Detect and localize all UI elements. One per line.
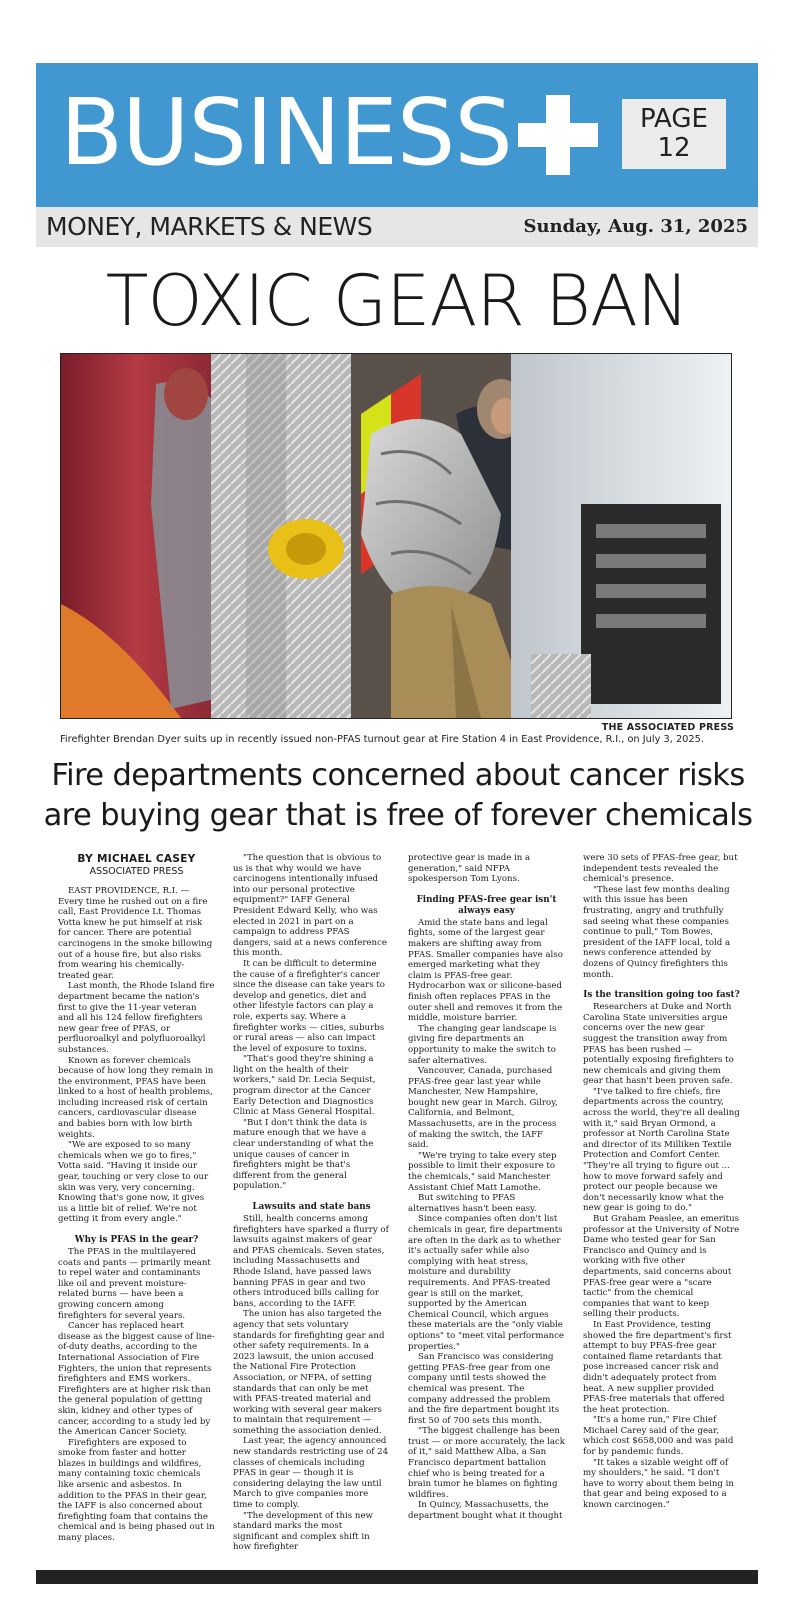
article-paragraph: It can be difficult to determine the cause of a firefighter's cancer since the disease can take years to develop and genetics, diet and other lifestyle factors can play a role, experts say. Where a firefighter works — cities, suburbs or rural areas — also can impact the level of exposure to toxins. — [233, 958, 385, 1054]
section-subbar — [36, 207, 758, 247]
footer-rule — [36, 1570, 758, 1584]
article-subhead: Is the transition going too fast? — [583, 990, 740, 1001]
article-paragraph: Amid the state bans and legal fights, some of the largest gear makers are shifting away from PFAS. Smaller companies have also emerged marketing what they claim is PFAS-free gear. Hydrocarbon wax or silicone-based finish often replaces PFAS in the outer shell and removes it from the middle, moisture barrier. — [408, 917, 563, 1024]
article-paragraph: EAST PROVIDENCE, R.I. — Every time he rushed out on a fire call, East Providence Lt. Thomas Votta knew he put himself at risk for cancer. There are potential carcinogens in the smoke billowing out of a house fire, but also risks from wearing his chemically-treated gear. — [58, 886, 213, 981]
article-paragraph: Researchers at Duke and North Carolina State universities argue concerns over the new gear suggest the transition away from PFAS has been rushed — potentially exposing firefighters to new chemicals and giving them gear that hasn't been proven safe. — [583, 1002, 734, 1087]
article-paragraph: But Graham Peaslee, an emeritus professor at the University of Notre Dame who tested gear for San Francisco and Quincy and is working with five other departments, said concerns about PFAS-free gear were a "scare tactic" from the chemical companies that want to keep selling their products. — [583, 1214, 740, 1320]
article-paragraph: "These last few months dealing with this issue has been frustrating, angry and truthfully sad seeing what these companies continue to pull," Tom Bowes, president of the IAFF local, told a news conference attended by dozens of Quincy firefighters this month. — [583, 884, 731, 980]
byline-agency: ASSOCIATED PRESS — [89, 866, 184, 877]
column-1-text — [58, 886, 215, 1544]
article-subhead: Why is PFAS in the gear? — [74, 1235, 199, 1245]
article-paragraph: "But I don't think the data is mature enough that we have a clear understanding of what the unique causes of cancer in firefighters might be that's different from the general population." — [233, 1117, 374, 1192]
section-subtitle: MONEY, MARKETS & NEWS — [46, 212, 373, 241]
article-photo — [60, 353, 732, 719]
article-subhead: Lawsuits and state bans — [252, 1202, 371, 1212]
article-paragraph: Still, health concerns among firefighters have sparked a flurry of lawsuits against makers of gear and PFAS chemicals. Seven states, including Massachusetts and Rhode Island, have passed laws banning PFAS in gear and two others introduced bills calling for bans, according to the IAFF. — [233, 1214, 389, 1309]
article-subhead: Finding PFAS-free gear isn't always easy — [416, 894, 557, 916]
article-paragraph: "The development of this new standard marks the most significant and complex shift in how firefighter — [233, 1510, 373, 1553]
byline: BY MICHAEL CASEY — [77, 853, 196, 865]
article-paragraph: Last month, the Rhode Island fire department became the nation's first to give the 11-year veteran and all his 124 fellow firefighters new gear free of PFAS, or perfluoroalkyl and polyfluoroalkyl substances. — [58, 981, 215, 1055]
issue-date: Sunday, Aug. 31, 2025 — [523, 216, 748, 237]
plus-icon — [518, 95, 598, 175]
article-paragraph: The PFAS in the multilayered coats and pants — primarily meant to repel water and contaminants like oil and prevent moisture-related burns — have been a growing concern among firefighters for several years. — [58, 1247, 211, 1321]
photo-caption: Firefighter Brendan Dyer suits up in recently issued non-PFAS turnout gear at Fire Station 4 in East Providence, R.I., on July 3, 2025. — [60, 734, 704, 745]
article-paragraph: "We're trying to take every step possible to limit their exposure to the chemicals," said Manchester Assistant Chief Matt Lamothe. — [408, 1150, 557, 1193]
article-paragraph: Last year, the agency announced new standards restricting use of 24 classes of chemicals including PFAS in gear — though it is considering delaying the law until March to give companies more time to comply. — [233, 1436, 389, 1511]
article-paragraph: "The question that is obvious to us is that why would we have carcinogens intentionally infused into our personal protective equipment?" IAFF General President Edward Kelly, who was elected in 2021 in part on a campaign to address PFAS dangers, said at a news conference this month. — [233, 853, 387, 959]
article-body — [58, 853, 742, 1553]
article-paragraph: were 30 sets of PFAS-free gear, but independent tests revealed the chemical's presence. — [583, 853, 738, 885]
column-3 — [408, 853, 565, 1522]
column-4 — [583, 853, 740, 1511]
page-label: PAGE — [640, 104, 708, 134]
article-deck: Fire departments concerned about cancer risks are buying gear that is free of forever chemicals — [43, 758, 753, 833]
article-paragraph: "I've talked to fire chiefs, fire departments across the country, across the world, they're all dealing with it," said Bryan Ormond, a professor at North Carolina State and director of its Milliken Textile Protection and Comfort Center. "They're all trying to figure out ... how to move forward safely and protect our people because we don't necessarily know what the new gear is going to do." — [583, 1086, 740, 1214]
article-paragraph: Since companies often don't list chemicals in gear, fire departments are often in the dark as to whether it's actually safer while also complying with heat stress, moisture and durability requirements. And PFAS-treated gear is still on the market, supported by the American Chemical Council, which argues these materials are the "only viable options" to "meet vital performance properties." — [408, 1214, 565, 1352]
article-paragraph: Firefighters are exposed to smoke from faster and hotter blazes in buildings and wildfires, many containing toxic chemicals like arsenic and asbestos. In addition to the PFAS in their gear, the IAFF is also concerned about firefighting foam that contains the chemical and is being phased out in many places. — [58, 1437, 215, 1544]
article-paragraph: Vancouver, Canada, purchased PFAS-free gear last year while Manchester, New Hampshire, bought new gear in March. Gilroy, California, and Belmont, Massachusetts, are in the process of making the switch, the IAFF said. — [408, 1066, 558, 1151]
article-paragraph: "We are exposed to so many chemicals when we go to fires," Votta said. "Having it inside our gear, touching or very close to our skin was very, very concerning. Knowing that's gone now, it gives us a little bit of relief. We're not getting it from every angle." — [58, 1140, 209, 1225]
article-paragraph: protective gear is made in a generation," said NFPA spokesperson Tom Lyons. — [408, 853, 531, 885]
article-paragraph: The changing gear landscape is giving fire departments an opportunity to make the switch to safer alternatives. — [408, 1023, 557, 1066]
article-paragraph: In East Providence, testing showed the fire department's first attempt to buy PFAS-free gear contained flame retardants that pose increased cancer risk and didn't adequately protect from heat. A new supplier provided PFAS-free materials that offered the heat protection. — [583, 1319, 732, 1415]
photo-credit: THE ASSOCIATED PRESS — [601, 722, 734, 733]
column-1 — [58, 853, 215, 1544]
article-paragraph: The union has also targeted the agency that sets voluntary standards for firefighting gear and other safety requirements. In a 2023 lawsuit, the union accused the National Fire Protection Association, or NFPA, of setting standards that can only be met with PFAS-treated material and working with several gear makers to maintain that requirement — something the association denied. — [233, 1309, 385, 1436]
article-paragraph: But switching to PFAS alternatives hasn't been easy. — [408, 1193, 537, 1214]
article-paragraph: San Francisco was considering getting PFAS-free gear from one company until tests showed the chemical was present. The company addressed the problem and the fire department bought its first 50 of 700 sets this month. — [408, 1352, 560, 1426]
article-paragraph: "The biggest challenge has been trust — or more accurately, the lack of it," said Matthew Alba, a San Francisco department battalion chief who is being treated for a brain tumor he blames on fighting wildfires. — [408, 1426, 565, 1500]
article-paragraph: In Quincy, Massachusetts, the department bought what it thought — [408, 1500, 563, 1522]
headline: TOXIC GEAR BAN — [105, 260, 689, 342]
page-number: 12 — [657, 133, 691, 163]
column-2 — [233, 853, 390, 1553]
article-paragraph: "It takes a sizable weight off of my shoulders," he said. "I don't have to worry about them being in that gear and being exposed to a known carcinogen." — [583, 1457, 734, 1511]
article-paragraph: Cancer has replaced heart disease as the biggest cause of line-of-duty deaths, according to the International Association of Fire Fighters, the union that represents firefighters and EMS workers. Firefighters are at higher risk than the general population of getting skin, kidney and other types of cancer, according to a study led by the American Cancer Society. — [58, 1321, 215, 1438]
page-number-box — [622, 99, 726, 169]
article-paragraph: "It's a home run," Fire Chief Michael Carey said of the gear, which cost $658,000 and was paid for by pandemic funds. — [583, 1415, 734, 1458]
section-title: BUSINESS — [60, 79, 512, 186]
article-paragraph: Known as forever chemicals because of how long they remain in the environment, PFAS have been linked to a host of health problems, including increased risk of certain cancers, cardiovascular disease and babies born with low birth weights. — [58, 1055, 214, 1140]
article-paragraph: "That's good they're shining a light on the health of their workers," said Dr. Lecia Sequist, program director at the Cancer Early Detection and Diagnostics Clinic at Mass General Hospital. — [233, 1054, 376, 1118]
masthead-banner — [36, 63, 758, 207]
